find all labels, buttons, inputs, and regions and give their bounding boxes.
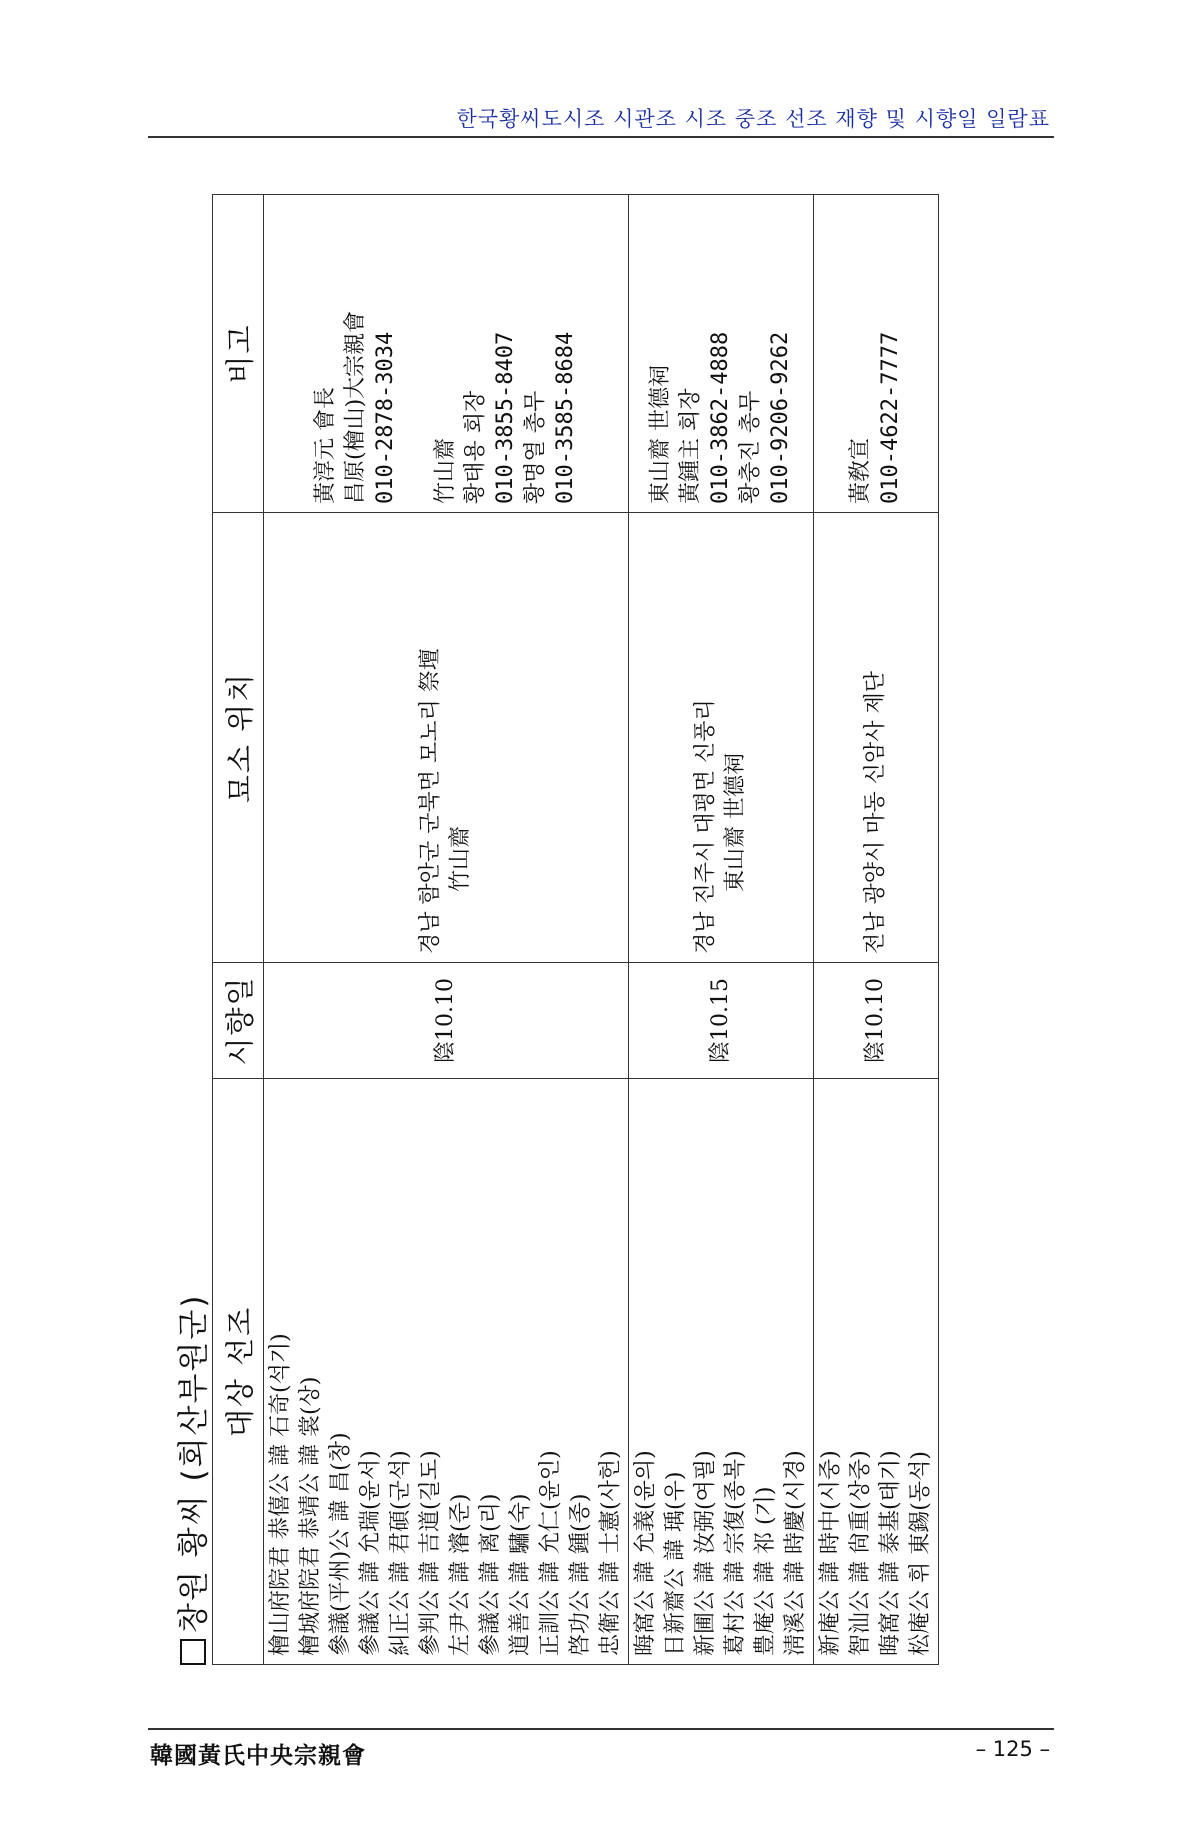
table-header-row [213, 195, 264, 1665]
tomb-shrine: 東山齋 世德祠 [723, 753, 748, 892]
ancestor-entry: 參議公 諱 离(리) [478, 1493, 503, 1656]
note-line: 황충진 총무 [738, 390, 763, 504]
ancestor-entry: 檜山府院君 恭僖公 諱 石奇(석기) [268, 1333, 293, 1656]
ancestor-entry: 豊庵公 諱 祁 (기) [753, 1486, 778, 1656]
phone-number: 010-4622-7777 [878, 331, 903, 504]
section-title-text: 창원 황씨 (회산부원군) [176, 1293, 212, 1633]
header-rule [148, 136, 1054, 138]
note-line: 東山齋 世德祠 [648, 365, 673, 504]
ritual-date: 陰10.10 [264, 963, 629, 1079]
tomb-address: 전남 광양시 마동 신암사 제단 [863, 671, 888, 954]
column-header-date: 시향일 [213, 963, 264, 1079]
note-spacer [401, 203, 431, 504]
ancestor-entry: 糾正公 諱 君碩(군석) [388, 1450, 413, 1656]
ancestors-cell [264, 1079, 629, 1665]
phone-number: 010-9206-9262 [768, 331, 793, 504]
ancestor-entry: 日新齋公 諱 瑀(우) [663, 1471, 688, 1656]
checkbox-square-icon [180, 1639, 206, 1665]
ancestor-entry: 智汕公 諱 尙重(상중) [848, 1450, 873, 1656]
ancestor-entry: 道善公 諱 驌(숙) [508, 1493, 533, 1656]
note-line: 黃淳元 會長 [313, 387, 338, 504]
notes-cell [814, 195, 939, 513]
tomb-shrine: 竹山齋 [448, 825, 473, 892]
ancestor-entry: 葛村公 諱 宗復(종복) [723, 1450, 748, 1656]
ritual-table [212, 194, 939, 1665]
ancestor-entry: 參議(平州)公 諱 昌(창) [328, 1432, 353, 1656]
ancestor-entry: 參議公 諱 允瑞(윤서) [358, 1450, 383, 1656]
phone-number: 010-3862-4888 [708, 331, 733, 504]
rotated-page-content [160, 200, 1030, 1690]
ancestor-entry: 松庵公 휘 東錫(동석) [908, 1451, 933, 1656]
ancestor-entry: 檜城府院君 恭靖公 諱 裳(상) [298, 1376, 323, 1656]
table-row [264, 195, 629, 1665]
column-header-tomb: 묘소 위치 [213, 513, 264, 963]
running-header: 한국황씨도시조 시관조 시조 중조 선조 재향 및 시향일 일람표 [456, 107, 1050, 131]
note-line: 昌原(檜山)大宗親會 [343, 310, 368, 504]
table-row [629, 195, 814, 1665]
ancestors-cell [629, 1079, 814, 1665]
tomb-address: 경남 함안군 군북면 모노리 祭壇 [418, 648, 443, 954]
notes-cell [629, 195, 814, 513]
phone-number: 010-3585-8684 [553, 331, 578, 504]
ancestors-cell [814, 1079, 939, 1665]
ancestor-entry: 啓功公 諱 鍾(종) [568, 1493, 593, 1656]
ancestor-entry: 左尹公 諱 濬(준) [448, 1493, 473, 1656]
notes-cell [264, 195, 629, 513]
ritual-date: 陰10.15 [629, 963, 814, 1079]
footer-organization: 韓國黃氏中央宗親會 [150, 1742, 366, 1769]
ancestor-entry: 晦窩公 諱 泰基(태기) [878, 1450, 903, 1656]
ancestor-entry: 忠衛公 諱 士憲(사헌) [598, 1450, 623, 1656]
note-line: 황태용 회장 [463, 390, 488, 504]
table-row [814, 195, 939, 1665]
section-title [168, 1294, 213, 1665]
ancestor-entry: 正訓公 諱 允仁(윤인) [538, 1450, 563, 1656]
ritual-date: 陰10.10 [814, 963, 939, 1079]
ancestor-entry: 新圃公 諱 汝弼(여필) [693, 1450, 718, 1656]
ancestor-entry: 新庵公 諱 時中(시중) [818, 1450, 843, 1656]
column-header-notes: 비고 [213, 195, 264, 513]
ancestor-entry: 淸溪公 諱 時慶(시경) [783, 1450, 808, 1656]
page-number: – 125 – [975, 1737, 1050, 1761]
phone-number: 010-3855-8407 [493, 331, 518, 504]
note-line: 竹山齋 [433, 437, 458, 504]
phone-number: 010-2878-3034 [373, 331, 398, 504]
tomb-address: 경남 진주시 대평면 신풍리 [693, 699, 718, 954]
note-line: 黃敎宣 [848, 437, 873, 504]
note-line: 황명열 총무 [523, 390, 548, 504]
footer-rule [148, 1728, 1054, 1730]
column-header-ancestors: 대상 선조 [213, 1079, 264, 1665]
ancestor-entry: 參判公 諱 吉道(길도) [418, 1450, 443, 1656]
note-line: 黃鍾主 회장 [678, 388, 703, 504]
ancestor-entry: 晦窩公 諱 允義(윤의) [633, 1450, 658, 1656]
tomb-location [814, 513, 939, 963]
tomb-location [264, 513, 629, 963]
tomb-location [629, 513, 814, 963]
